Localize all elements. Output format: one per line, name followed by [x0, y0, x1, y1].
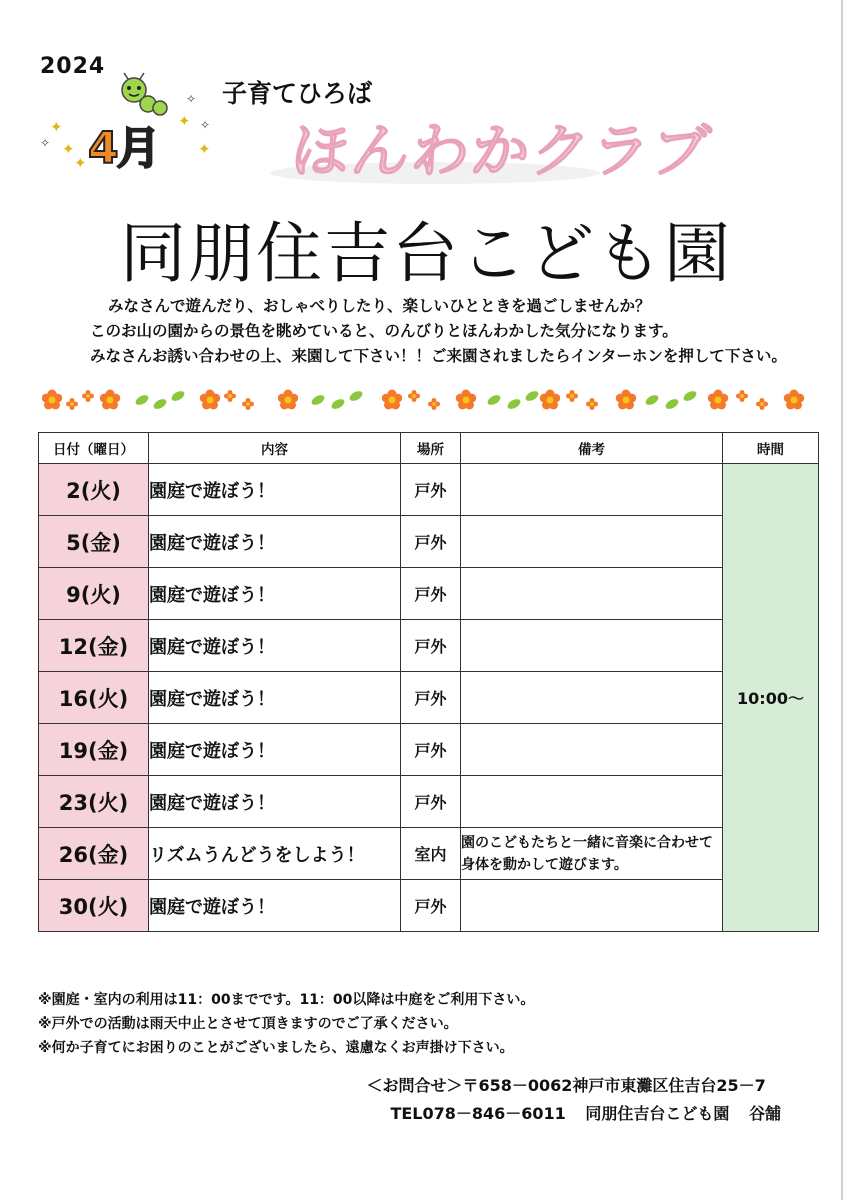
date-cell: 12(金): [39, 620, 149, 672]
place-cell: 戸外: [401, 776, 461, 828]
star-icon: ✧: [200, 118, 211, 132]
contact-tel: TEL078－846－6011: [390, 1104, 566, 1123]
table-row: [39, 464, 819, 516]
flower-group: [42, 389, 804, 411]
table-header-row: [39, 433, 819, 464]
sparkle-icon: ✦: [74, 154, 87, 172]
table-row: [39, 568, 819, 620]
note-cell: [461, 672, 723, 724]
place-cell: 戸外: [401, 516, 461, 568]
content-cell: 園庭で遊ぼう！: [149, 516, 401, 568]
star-icon: ✧: [186, 92, 197, 106]
sparkle-icon: ✦: [62, 140, 75, 158]
time-cell: 10:00～: [723, 464, 819, 932]
table-row: [39, 516, 819, 568]
place-cell: 戸外: [401, 464, 461, 516]
note-cell: [461, 464, 723, 516]
star-icon: ✧: [40, 136, 51, 150]
year-label: 2024: [40, 54, 106, 79]
contact-phone-row: [366, 1100, 781, 1128]
column-header-content: 内容: [149, 433, 401, 464]
content-cell: 園庭で遊ぼう！: [149, 880, 401, 932]
flower-border-decoration: [42, 386, 812, 414]
intro-line: このお山の園からの景色を眺めていると、のんびりとほんわかした気分になります。: [90, 322, 678, 340]
footnote: ※園庭・室内の利用は11：00までです。11：00以降は中庭をご利用下さい。: [38, 992, 535, 1008]
place-cell: 戸外: [401, 880, 461, 932]
sparkle-icon: ✦: [50, 118, 63, 136]
subtitle: 子育てひろば: [222, 79, 373, 108]
content-cell: リズムうんどうをしよう！: [149, 828, 401, 880]
date-cell: 5(金): [39, 516, 149, 568]
intro-text: [90, 294, 787, 369]
date-cell: 19(金): [39, 724, 149, 776]
place-cell: 室内: [401, 828, 461, 880]
column-header-time: 時間: [723, 433, 819, 464]
content-cell: 園庭で遊ぼう！: [149, 724, 401, 776]
footnote: ※何か子育てにお困りのことがございましたら、遠慮なくお声掛け下さい。: [38, 1040, 514, 1056]
contact-person: 谷舗: [748, 1104, 781, 1123]
note-cell: [461, 568, 723, 620]
sparkle-icon: ✦: [178, 112, 191, 130]
content-cell: 園庭で遊ぼう！: [149, 776, 401, 828]
date-cell: 26(金): [39, 828, 149, 880]
place-cell: 戸外: [401, 620, 461, 672]
date-cell: 9(火): [39, 568, 149, 620]
content-cell: 園庭で遊ぼう！: [149, 464, 401, 516]
table-row: [39, 776, 819, 828]
table-row: [39, 828, 819, 880]
intro-line: みなさんで遊んだり、おしゃべりしたり、楽しいひとときを過ごしませんか？: [108, 297, 651, 315]
content-cell: 園庭で遊ぼう！: [149, 620, 401, 672]
table-row: [39, 620, 819, 672]
content-cell: 園庭で遊ぼう！: [149, 672, 401, 724]
date-cell: 23(火): [39, 776, 149, 828]
page-title: 同朋住吉台こども園: [120, 215, 732, 292]
page-edge: [841, 0, 843, 1200]
intro-line: みなさんお誘い合わせの上、来園して下さい！！ご来園されましたらインターホンを押して下さい。: [90, 347, 787, 365]
date-cell: 30(火): [39, 880, 149, 932]
place-cell: 戸外: [401, 568, 461, 620]
note-cell: [461, 724, 723, 776]
table-row: [39, 672, 819, 724]
note-cell: [461, 516, 723, 568]
month-label: 4月: [88, 123, 159, 174]
column-header-place: 場所: [401, 433, 461, 464]
place-cell: 戸外: [401, 672, 461, 724]
note-cell: [461, 620, 723, 672]
table-row: [39, 724, 819, 776]
note-cell: [461, 880, 723, 932]
date-cell: 2(火): [39, 464, 149, 516]
note-cell: 園のこどもたちと一緒に音楽に合わせて身体を動かして遊びます。: [461, 828, 723, 880]
footnote: ※戸外での活動は雨天中止とさせて頂きますのでご了承ください。: [38, 1016, 458, 1032]
schedule-table: [38, 432, 819, 932]
footnotes: [38, 988, 534, 1060]
column-header-date: 日付（曜日）: [39, 433, 149, 464]
content-cell: 園庭で遊ぼう！: [149, 568, 401, 620]
place-cell: 戸外: [401, 724, 461, 776]
contact-address: ＜お問合せ＞〒658－0062神戸市東灘区住吉台25－7: [366, 1076, 766, 1095]
club-title: ほんわかクラブ: [287, 117, 716, 185]
column-header-note: 備考: [461, 433, 723, 464]
contact-name: 同朋住吉台こども園: [585, 1104, 730, 1123]
note-cell: [461, 776, 723, 828]
table-row: [39, 880, 819, 932]
contact-info: [366, 1072, 781, 1128]
sparkle-icon: ✦: [198, 140, 211, 158]
date-cell: 16(火): [39, 672, 149, 724]
